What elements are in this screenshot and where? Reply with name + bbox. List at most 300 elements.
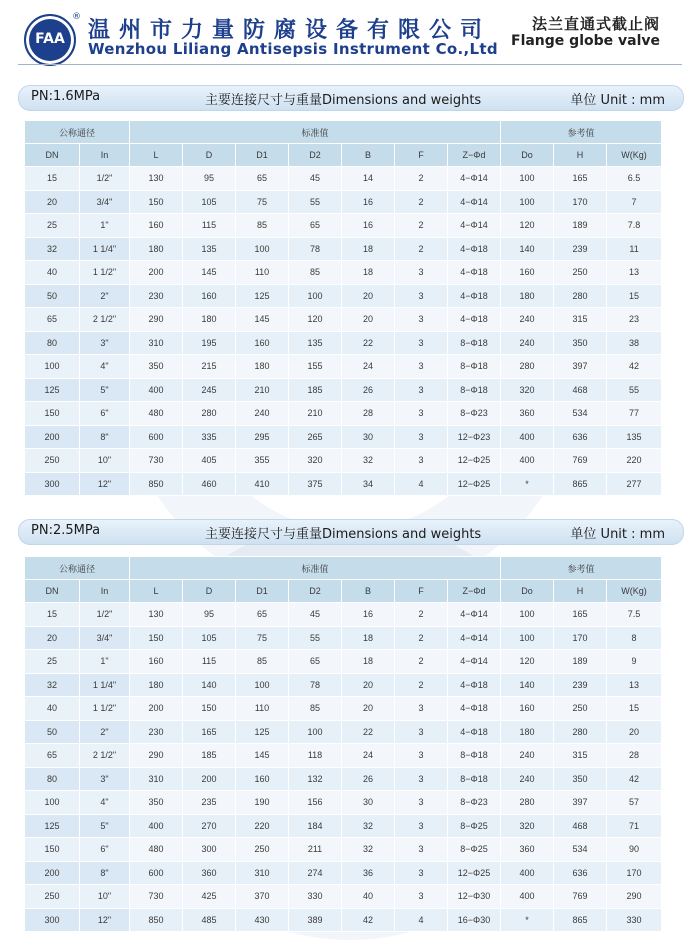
table-cell: 235 — [183, 791, 236, 815]
table-cell: 40 — [342, 885, 395, 909]
column-header: D — [183, 144, 236, 167]
table-cell: 42 — [607, 355, 662, 379]
table-cell: 8" — [80, 425, 130, 449]
table-cell: 370 — [236, 885, 289, 909]
table-cell: 4−Φ18 — [448, 237, 501, 261]
table-cell: 3" — [80, 767, 130, 791]
table-cell: 105 — [183, 190, 236, 214]
table-cell: 38 — [607, 331, 662, 355]
table-cell: 2" — [80, 720, 130, 744]
table-cell: 5" — [80, 378, 130, 402]
table-cell: 277 — [607, 472, 662, 496]
table-cell: 100 — [289, 720, 342, 744]
table-cell: 78 — [289, 673, 342, 697]
table-cell: 65 — [25, 308, 80, 332]
table-row — [25, 167, 662, 191]
table-row — [25, 838, 662, 862]
table-cell: 7.5 — [607, 603, 662, 627]
table-row — [25, 673, 662, 697]
registered-mark: ® — [72, 12, 81, 22]
table-cell: 32 — [342, 814, 395, 838]
table-cell: 850 — [130, 472, 183, 496]
table-cell: 30 — [342, 425, 395, 449]
table-cell: 200 — [130, 697, 183, 721]
table-cell: 118 — [289, 744, 342, 768]
table-cell: 85 — [236, 214, 289, 238]
table-cell: 240 — [236, 402, 289, 426]
table-cell: 3 — [395, 425, 448, 449]
column-header: B — [342, 144, 395, 167]
table-cell: 160 — [236, 767, 289, 791]
table-cell: 4−Φ14 — [448, 626, 501, 650]
table-cell: 280 — [554, 284, 607, 308]
table-cell: 4−Φ18 — [448, 308, 501, 332]
table-cell: 2 — [395, 214, 448, 238]
table-cell: 26 — [342, 767, 395, 791]
table-cell: 135 — [289, 331, 342, 355]
table-cell: 42 — [607, 767, 662, 791]
table-cell: 55 — [289, 626, 342, 650]
product-name-cn: 法兰直通式截止阀 — [531, 15, 660, 33]
table-cell: 200 — [183, 767, 236, 791]
table-cell: 3 — [395, 861, 448, 885]
table-cell: 865 — [554, 908, 607, 932]
table-cell: 600 — [130, 861, 183, 885]
table-cell: 2" — [80, 284, 130, 308]
table-cell: 389 — [289, 908, 342, 932]
table-row — [25, 603, 662, 627]
table-row — [25, 744, 662, 768]
company-name-en: Wenzhou Liliang Antisepsis Instrument Co.,Ltd — [88, 40, 498, 58]
table-row — [25, 791, 662, 815]
table-cell: 6" — [80, 402, 130, 426]
table-cell: 3 — [395, 814, 448, 838]
table-cell: 80 — [25, 331, 80, 355]
table-cell: 2 — [395, 237, 448, 261]
table-cell: 200 — [130, 261, 183, 285]
unit-label: 单位 Unit : mm — [570, 93, 665, 108]
product-name-en: Flange globe valve — [511, 33, 660, 49]
table-cell: 155 — [289, 355, 342, 379]
table-cell: 125 — [236, 720, 289, 744]
column-header: Do — [501, 144, 554, 167]
table-cell: 22 — [342, 331, 395, 355]
column-header: B — [342, 580, 395, 603]
table-cell: 310 — [236, 861, 289, 885]
table-cell: 330 — [607, 908, 662, 932]
table-cell: 2 — [395, 650, 448, 674]
table-cell: 45 — [289, 603, 342, 627]
table-cell: 65 — [236, 167, 289, 191]
table-cell: 24 — [342, 355, 395, 379]
table-cell: 36 — [342, 861, 395, 885]
table-cell: 430 — [236, 908, 289, 932]
table-cell: 100 — [501, 626, 554, 650]
column-header: H — [554, 580, 607, 603]
table-cell: 20 — [342, 284, 395, 308]
table-row — [25, 237, 662, 261]
table-cell: * — [501, 472, 554, 496]
table-row — [25, 378, 662, 402]
table-cell: 460 — [183, 472, 236, 496]
table-cell: 85 — [289, 697, 342, 721]
table-row — [25, 214, 662, 238]
table-cell: 15 — [25, 167, 80, 191]
table-cell: 95 — [183, 603, 236, 627]
table-cell: 534 — [554, 402, 607, 426]
table-cell: 280 — [501, 791, 554, 815]
table-cell: 120 — [289, 308, 342, 332]
table-row — [25, 308, 662, 332]
table-cell: 250 — [25, 449, 80, 473]
company-logo — [24, 14, 76, 66]
table-cell: 18 — [342, 626, 395, 650]
table-cell: 850 — [130, 908, 183, 932]
table-cell: 220 — [236, 814, 289, 838]
column-header: W(Kg) — [607, 580, 662, 603]
table-cell: 45 — [289, 167, 342, 191]
table-cell: 3 — [395, 378, 448, 402]
company-name-cn: 温州市力量防腐设备有限公司 — [88, 18, 492, 43]
table-cell: 240 — [501, 308, 554, 332]
column-header: DN — [25, 580, 80, 603]
table-cell: 485 — [183, 908, 236, 932]
table-cell: 360 — [501, 402, 554, 426]
table-cell: 295 — [236, 425, 289, 449]
table-cell: 190 — [236, 791, 289, 815]
table-cell: 1 1/2" — [80, 697, 130, 721]
table-cell: 730 — [130, 885, 183, 909]
table-cell: 15 — [607, 697, 662, 721]
table-cell: 170 — [607, 861, 662, 885]
group-header-row — [25, 557, 662, 580]
table-cell: 150 — [130, 626, 183, 650]
table-cell: 265 — [289, 425, 342, 449]
table-cell: 290 — [607, 885, 662, 909]
table-cell: 240 — [501, 744, 554, 768]
table-cell: 160 — [130, 214, 183, 238]
table-cell: 12−Φ23 — [448, 425, 501, 449]
pressure-rating: PN:1.6MPa — [31, 89, 101, 104]
table-cell: 18 — [342, 650, 395, 674]
table-cell: 120 — [501, 650, 554, 674]
table-cell: 18 — [342, 237, 395, 261]
header-divider — [18, 64, 682, 65]
table-cell: 140 — [501, 237, 554, 261]
table-cell: 18 — [342, 261, 395, 285]
table-cell: 3/4" — [80, 626, 130, 650]
table-cell: 8−Φ23 — [448, 402, 501, 426]
dimensions-table-pn25 — [24, 556, 662, 932]
table-cell: 150 — [25, 838, 80, 862]
table-cell: 42 — [342, 908, 395, 932]
section-title: 主要连接尺寸与重量Dimensions and weights — [205, 527, 482, 542]
table-cell: 730 — [130, 449, 183, 473]
table-cell: 184 — [289, 814, 342, 838]
column-header: Z−Φd — [448, 580, 501, 603]
column-header: In — [80, 144, 130, 167]
table-cell: 400 — [501, 885, 554, 909]
table-cell: 2 — [395, 167, 448, 191]
table-cell: 85 — [236, 650, 289, 674]
table-cell: 480 — [130, 838, 183, 862]
table-cell: 160 — [501, 261, 554, 285]
table-cell: 40 — [25, 697, 80, 721]
table-cell: 130 — [130, 167, 183, 191]
table-cell: 1" — [80, 650, 130, 674]
table-cell: 7.8 — [607, 214, 662, 238]
table-cell: 105 — [183, 626, 236, 650]
table-cell: 150 — [130, 190, 183, 214]
table-cell: 28 — [342, 402, 395, 426]
table-row — [25, 261, 662, 285]
table-row — [25, 767, 662, 791]
table-row — [25, 331, 662, 355]
table-cell: 3 — [395, 308, 448, 332]
table-cell: 13 — [607, 261, 662, 285]
table-cell: 215 — [183, 355, 236, 379]
table-row — [25, 355, 662, 379]
table-cell: 15 — [25, 603, 80, 627]
table-cell: 6.5 — [607, 167, 662, 191]
table-cell: 135 — [183, 237, 236, 261]
table-cell: 250 — [554, 261, 607, 285]
table-cell: 200 — [25, 861, 80, 885]
table-cell: 320 — [501, 378, 554, 402]
table-cell: 8−Φ18 — [448, 355, 501, 379]
table-cell: 468 — [554, 378, 607, 402]
table-cell: 4−Φ18 — [448, 261, 501, 285]
table-row — [25, 861, 662, 885]
table-cell: 130 — [130, 603, 183, 627]
table-cell: 12−Φ30 — [448, 885, 501, 909]
table-cell: 400 — [501, 449, 554, 473]
table-cell: 410 — [236, 472, 289, 496]
table-cell: 90 — [607, 838, 662, 862]
table-cell: 180 — [130, 237, 183, 261]
table-cell: 3 — [395, 885, 448, 909]
table-cell: 110 — [236, 697, 289, 721]
column-header-row — [25, 580, 662, 603]
table-cell: 290 — [130, 744, 183, 768]
table-cell: 165 — [554, 167, 607, 191]
table-cell: 71 — [607, 814, 662, 838]
table-cell: 250 — [236, 838, 289, 862]
table-cell: 3 — [395, 355, 448, 379]
table-cell: 13 — [607, 673, 662, 697]
table-cell: 11 — [607, 237, 662, 261]
table-cell: 160 — [236, 331, 289, 355]
table-cell: 25 — [25, 214, 80, 238]
table-row — [25, 284, 662, 308]
table-cell: 170 — [554, 190, 607, 214]
table-cell: 375 — [289, 472, 342, 496]
table-cell: 360 — [183, 861, 236, 885]
table-cell: 405 — [183, 449, 236, 473]
table-cell: 600 — [130, 425, 183, 449]
table-cell: 3 — [395, 697, 448, 721]
table-cell: 8" — [80, 861, 130, 885]
column-header: L — [130, 144, 183, 167]
table-cell: 4 — [395, 472, 448, 496]
table-cell: 32 — [342, 449, 395, 473]
table-cell: 239 — [554, 673, 607, 697]
table-cell: 75 — [236, 626, 289, 650]
table-cell: 3 — [395, 284, 448, 308]
section-bar-pn16 — [18, 85, 684, 111]
table-cell: 468 — [554, 814, 607, 838]
table-row — [25, 697, 662, 721]
table-cell: 57 — [607, 791, 662, 815]
table-cell: 16 — [342, 214, 395, 238]
table-cell: 240 — [501, 331, 554, 355]
table-cell: 140 — [501, 673, 554, 697]
table-row — [25, 908, 662, 932]
table-cell: 40 — [25, 261, 80, 285]
table-cell: 3/4" — [80, 190, 130, 214]
table-cell: * — [501, 908, 554, 932]
table-cell: 280 — [183, 402, 236, 426]
table-cell: 156 — [289, 791, 342, 815]
group-header-row — [25, 121, 662, 144]
table-cell: 1" — [80, 214, 130, 238]
table-cell: 12−Φ25 — [448, 861, 501, 885]
table-cell: 397 — [554, 355, 607, 379]
table-row — [25, 472, 662, 496]
table-cell: 100 — [289, 284, 342, 308]
table-cell: 350 — [130, 791, 183, 815]
table-cell: 350 — [554, 767, 607, 791]
table-cell: 320 — [289, 449, 342, 473]
table-cell: 300 — [25, 908, 80, 932]
column-header: D2 — [289, 144, 342, 167]
table-cell: 180 — [501, 720, 554, 744]
table-cell: 3 — [395, 449, 448, 473]
column-header: D1 — [236, 580, 289, 603]
table-cell: 4−Φ18 — [448, 673, 501, 697]
table-cell: 8−Φ18 — [448, 767, 501, 791]
group-header-nominal: 公称通径 — [25, 557, 130, 580]
column-header-row — [25, 144, 662, 167]
section-bar-pn25 — [18, 519, 684, 545]
unit-label: 单位 Unit : mm — [570, 527, 665, 542]
table-cell: 65 — [236, 603, 289, 627]
pressure-rating: PN:2.5MPa — [31, 523, 101, 538]
table-cell: 4" — [80, 791, 130, 815]
table-row — [25, 402, 662, 426]
group-header-reference: 参考值 — [501, 557, 662, 580]
table-row — [25, 449, 662, 473]
table-cell: 8−Φ18 — [448, 331, 501, 355]
table-cell: 16 — [342, 603, 395, 627]
table-cell: 3 — [395, 331, 448, 355]
table-cell: 310 — [130, 767, 183, 791]
table-cell: 100 — [501, 167, 554, 191]
table-cell: 55 — [289, 190, 342, 214]
group-header-reference: 参考值 — [501, 121, 662, 144]
table-cell: 145 — [236, 744, 289, 768]
table-cell: 3 — [395, 767, 448, 791]
table-cell: 100 — [25, 355, 80, 379]
table-cell: 165 — [183, 720, 236, 744]
table-cell: 300 — [183, 838, 236, 862]
table-cell: 12" — [80, 908, 130, 932]
column-header: DN — [25, 144, 80, 167]
table-cell: 180 — [501, 284, 554, 308]
table-cell: 160 — [183, 284, 236, 308]
table-cell: 2 — [395, 673, 448, 697]
column-header: H — [554, 144, 607, 167]
column-header: D2 — [289, 580, 342, 603]
logo-text: FAA — [35, 31, 65, 47]
table-cell: 3 — [395, 261, 448, 285]
table-cell: 77 — [607, 402, 662, 426]
table-cell: 210 — [236, 378, 289, 402]
table-row — [25, 425, 662, 449]
table-cell: 180 — [130, 673, 183, 697]
table-cell: 170 — [554, 626, 607, 650]
table-cell: 10" — [80, 449, 130, 473]
table-cell: 120 — [501, 214, 554, 238]
table-row — [25, 626, 662, 650]
table-cell: 335 — [183, 425, 236, 449]
table-cell: 4−Φ14 — [448, 167, 501, 191]
table-cell: 95 — [183, 167, 236, 191]
table-cell: 8−Φ25 — [448, 814, 501, 838]
group-header-nominal: 公称通径 — [25, 121, 130, 144]
table-cell: 2 1/2" — [80, 308, 130, 332]
table-cell: 4−Φ18 — [448, 284, 501, 308]
column-header: Z−Φd — [448, 144, 501, 167]
table-cell: 211 — [289, 838, 342, 862]
table-cell: 425 — [183, 885, 236, 909]
table-cell: 400 — [501, 425, 554, 449]
column-header: In — [80, 580, 130, 603]
table-cell: 20 — [25, 626, 80, 650]
column-header: W(Kg) — [607, 144, 662, 167]
table-cell: 100 — [236, 673, 289, 697]
table-cell: 140 — [183, 673, 236, 697]
column-header: D — [183, 580, 236, 603]
table-cell: 330 — [289, 885, 342, 909]
table-cell: 16−Φ30 — [448, 908, 501, 932]
section-title: 主要连接尺寸与重量Dimensions and weights — [205, 93, 482, 108]
table-cell: 400 — [130, 378, 183, 402]
table-row — [25, 650, 662, 674]
table-cell: 160 — [501, 697, 554, 721]
table-cell: 100 — [501, 190, 554, 214]
table-cell: 1/2" — [80, 167, 130, 191]
table-cell: 50 — [25, 720, 80, 744]
table-cell: 290 — [130, 308, 183, 332]
table-cell: 865 — [554, 472, 607, 496]
table-cell: 55 — [607, 378, 662, 402]
table-cell: 769 — [554, 885, 607, 909]
table-cell: 8 — [607, 626, 662, 650]
table-cell: 32 — [25, 673, 80, 697]
table-row — [25, 814, 662, 838]
table-cell: 22 — [342, 720, 395, 744]
table-cell: 4−Φ14 — [448, 603, 501, 627]
table-cell: 534 — [554, 838, 607, 862]
table-cell: 12−Φ25 — [448, 472, 501, 496]
table-cell: 280 — [501, 355, 554, 379]
table-cell: 20 — [342, 673, 395, 697]
table-cell: 8−Φ25 — [448, 838, 501, 862]
table-cell: 4" — [80, 355, 130, 379]
table-cell: 1 1/2" — [80, 261, 130, 285]
table-cell: 355 — [236, 449, 289, 473]
